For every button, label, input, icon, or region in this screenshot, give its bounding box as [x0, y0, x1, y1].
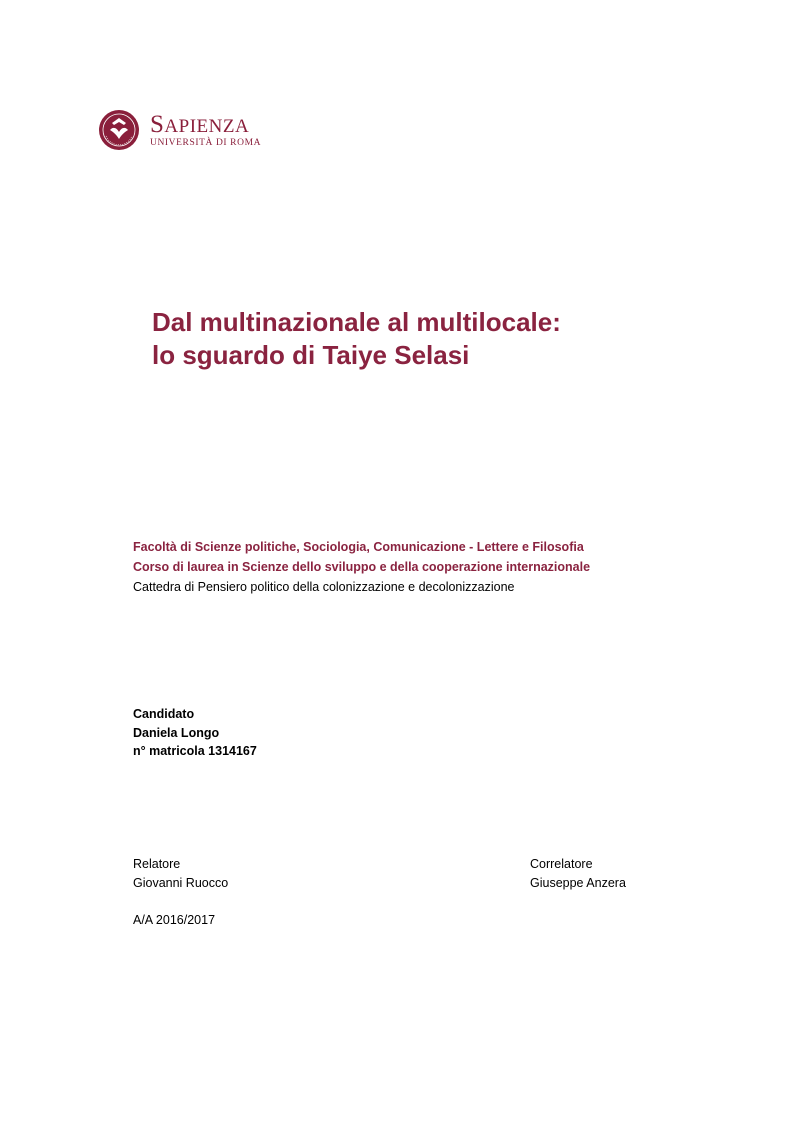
relatore-block [133, 855, 228, 892]
thesis-title-line-1: Dal multinazionale al multilocale: [152, 307, 561, 337]
candidate-name: Daniela Longo [133, 725, 220, 740]
academic-year: A/A 2016/2017 [133, 913, 216, 927]
candidate-block [133, 705, 257, 761]
university-wordmark [150, 112, 261, 149]
candidate-matricola: n° matricola 1314167 [133, 744, 257, 758]
faculty-line: Facoltà di Scienze politiche, Sociologia, Comunicazione - Lettere e Filosofia [133, 540, 584, 554]
thesis-title [152, 306, 561, 372]
correlatore-label: Correlatore [530, 857, 593, 871]
sapienza-seal-icon [98, 106, 140, 154]
university-name: SAPIENZA [150, 110, 250, 138]
thesis-title-line-2: lo sguardo di Taiye Selasi [152, 340, 470, 370]
candidate-label: Candidato [133, 707, 195, 721]
faculty-block [133, 537, 590, 597]
chair-line: Cattedra di Pensiero politico della colonizzazione e decolonizzazione [133, 580, 515, 594]
university-logo [98, 106, 261, 154]
university-subtitle: UNIVERSITÀ DI ROMA [150, 137, 262, 148]
relatore-label: Relatore [133, 857, 181, 871]
correlatore-block [530, 855, 626, 892]
relatore-name: Giovanni Ruocco [133, 875, 229, 890]
correlatore-name: Giuseppe Anzera [530, 875, 626, 890]
course-line: Corso di laurea in Scienze dello sviluppo e della cooperazione internazionale [133, 560, 591, 574]
